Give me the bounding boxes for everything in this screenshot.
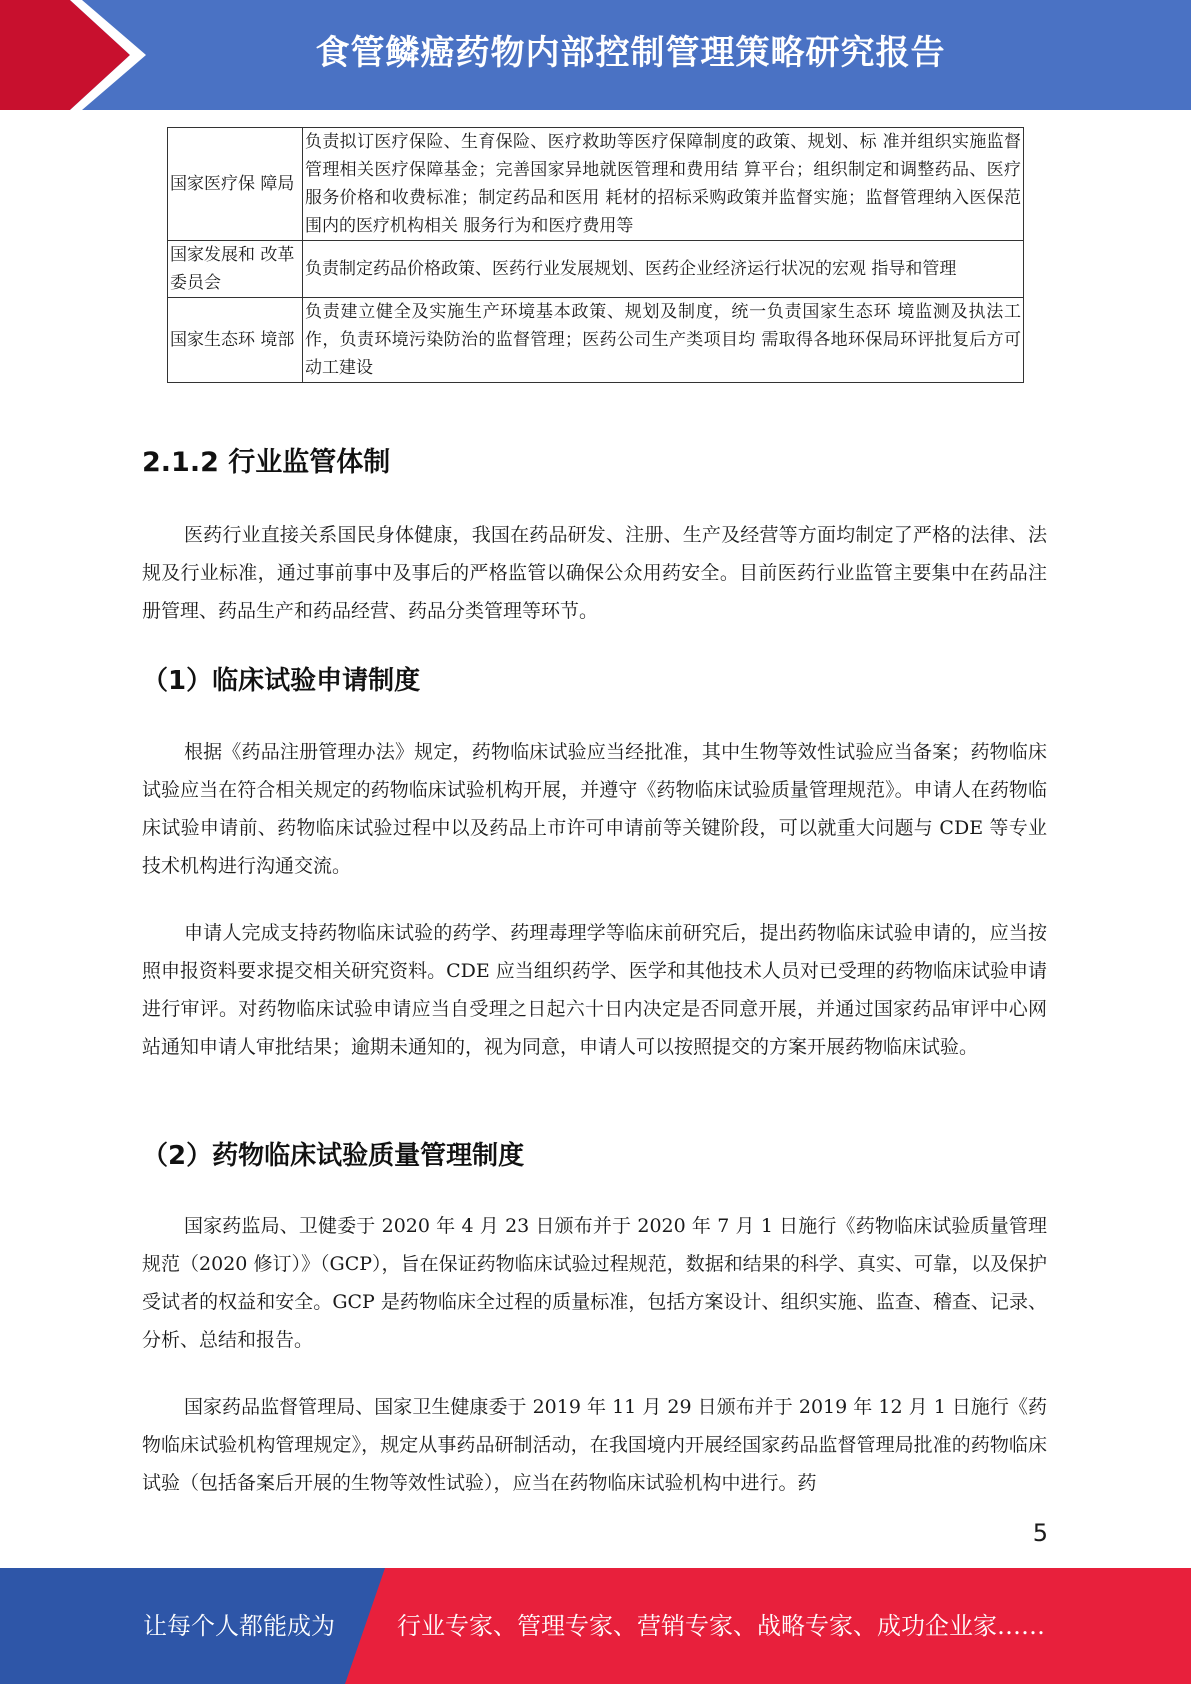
table-row: [168, 241, 1024, 298]
footer-slogan-left: 让每个人都能成为: [143, 1612, 335, 1640]
subsection-1-paragraph-1: 根据《药品注册管理办法》规定，药物临床试验应当经批准，其中生物等效性试验应当备案；药物临床试验应当在符合相关规定的药物临床试验机构开展，并遵守《药物临床试验质量管理规范》。申请人在药物临床试验申请前、药物临床试验过程中以及药品上市许可申请前等关键阶段，可以就重大问题与 CDE 等专业技术机构进行沟通交流。: [142, 741, 1047, 877]
footer-slogan-right: 行业专家、管理专家、营销专家、战略专家、成功企业家……: [397, 1612, 1045, 1640]
subsection-2-paragraph-2: 国家药品监督管理局、国家卫生健康委于 2019 年 11 月 29 日颁布并于 2019 年 12 月 1 日施行《药物临床试验机构管理规定》，规定从事药品研制活动，在我国境内开展经国家药品监督管理局批准的药物临床试验（包括备案后开展的生物等效性试验），应当在药物临床试验机构中进行。药: [142, 1396, 1047, 1494]
table-cell-org: 国家生态环 境部: [168, 298, 303, 383]
table-cell-org: 国家发展和 改革委员会: [168, 241, 303, 298]
header-title: 食管鳞癌药物内部控制管理策略研究报告: [315, 33, 946, 73]
section-intro-paragraph: 医药行业直接关系国民身体健康，我国在药品研发、注册、生产及经营等方面均制定了严格的法律、法规及行业标准，通过事前事中及事后的严格监管以确保公众用药安全。目前医药行业监管主要集中在药品注册管理、药品生产和药品经营、药品分类管理等环节。: [142, 524, 1047, 622]
table-row: [168, 298, 1024, 383]
subsection-1-paragraph-2: 申请人完成支持药物临床试验的药学、药理毒理学等临床前研究后，提出药物临床试验申请的，应当按照申报资料要求提交相关研究资料。CDE 应当组织药学、医学和其他技术人员对已受理的药物临床试验申请进行审评。对药物临床试验申请应当自受理之日起六十日内决定是否同意开展，并通过国家药品审评中心网站通知申请人审批结果；逾期未通知的，视为同意，申请人可以按照提交的方案开展药物临床试验。: [142, 922, 1047, 1058]
subsection-heading-2: （2）药物临床试验质量管理制度: [142, 1141, 525, 1171]
table-row: [168, 128, 1024, 241]
page-footer: [0, 1568, 1191, 1684]
table-cell-org: 国家医疗保 障局: [168, 128, 303, 241]
table-cell-desc: 负责建立健全及实施生产环境基本政策、规划及制度，统一负责国家生态环 境监测及执法工作，负责环境污染防治的监督管理；医药公司生产类项目均 需取得各地环保局环评批复后方可动工建设: [303, 298, 1024, 383]
page-number: 5: [1032, 1519, 1048, 1547]
table-cell-desc: 负责拟订医疗保险、生育保险、医疗救助等医疗保障制度的政策、规划、标 准并组织实施监督管理相关医疗保障基金；完善国家异地就医管理和费用结 算平台；组织制定和调整药品、医疗服务价格和收费标准；制定药品和医用 耗材的招标采购政策并监督实施；监督管理纳入医保范围内的医疗机构相关 服务行为和医疗费用等: [303, 128, 1024, 241]
table-cell-desc: 负责制定药品价格政策、医药行业发展规划、医药企业经济运行状况的宏观 指导和管理: [303, 241, 1024, 298]
header-arrow-decoration: [0, 0, 160, 110]
subsection-heading-1: （1）临床试验申请制度: [142, 666, 421, 696]
section-heading: 2.1.2 行业监管体制: [142, 447, 391, 478]
subsection-2-paragraph-1: 国家药监局、卫健委于 2020 年 4 月 23 日颁布并于 2020 年 7 月 1 日施行《药物临床试验质量管理规范（2020 修订）》（GCP），旨在保证药物临床试验过程规范，数据和结果的科学、真实、可靠，以及保护受试者的权益和安全。GCP 是药物临床全过程的质量标准，包括方案设计、组织实施、监查、稽查、记录、分析、总结和报告。: [142, 1215, 1047, 1351]
regulatory-agency-table: [167, 127, 1024, 383]
page-header: [0, 0, 1191, 110]
